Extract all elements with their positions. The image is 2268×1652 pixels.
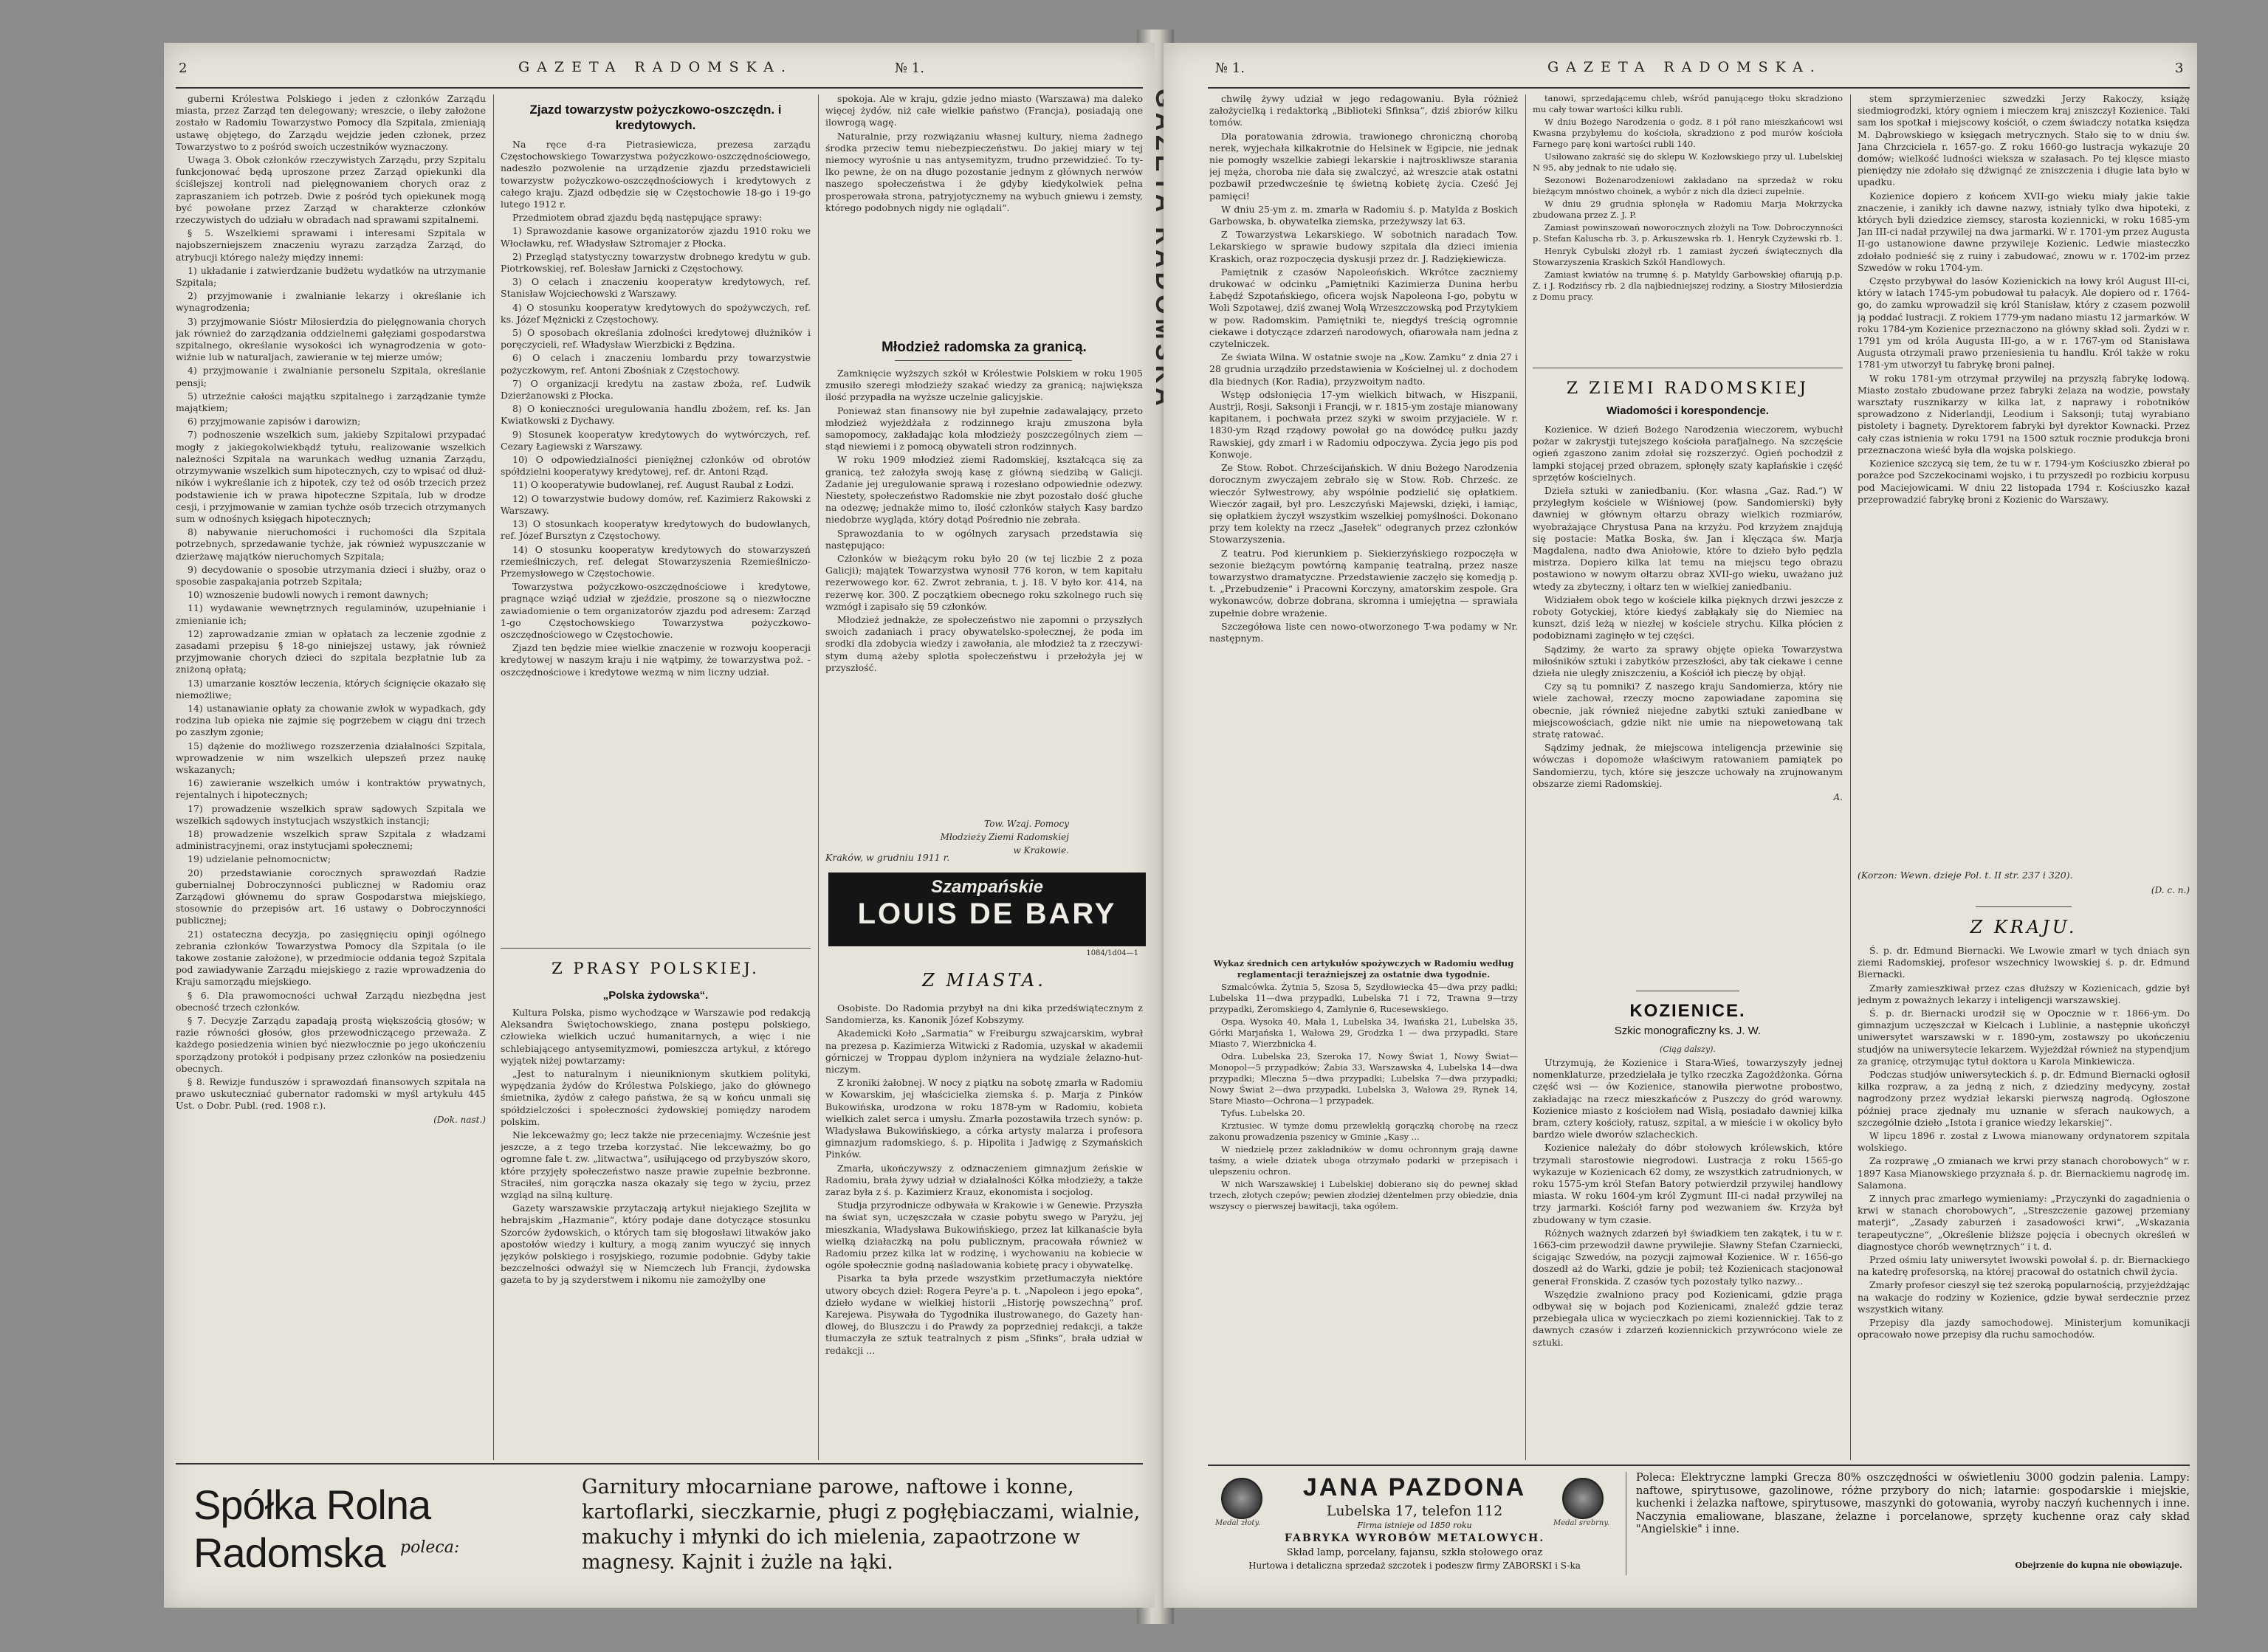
paragraph: Czy są tu pomniki? Z naszego kraju Sandomierza, który nie wiele zachował, rzeczy mocno zapowiadane zapomina się obecnie, jak również niejedne zabytki sztuki zaniedbane w miejscowościach, gdzie nikt nie umie na niepowetowaną tak stratę ratować. [1533,681,1843,740]
paragraph: Ze Stow. Robot. Chrześcijańskich. W dniu Bożego Narodzenia dorocznym zwyczajem zebrało się w Stow. Rob. Chrześc. ze wieczór Sylwestrowy, aby wspólnie podzielić się opłatkiem. Wieczór zagaił, był pro. Leszczyński Majewski, dzięki, i łamiąc, się opłatkiem życzył wszystkim wszelkiej pomyślności. Dokonano przy tem kolekty na rzecz „Jasełek“ odegranych przez członków Stowarzyszenia. [1209,462,1518,545]
paragraph: Szczegółowa liste cen nowo-otworzonego T-wa podamy w Nr. następnym. [1209,620,1518,644]
paragraph: 2) Przegląd statystyczny towarzystw drobnego kredytu w gub. Piotrkowskiej, ref. Bolesław Jarnicki z Częstochowy. [501,250,811,275]
paragraph: 17) prowadzenie wszelkich spraw sądowych Szpitala we wszelkich sądowych instytucjach wszystkich instancji; [176,802,486,826]
paragraph: W dniu 29 grudnia spłonęła w Radomiu Marja Mokrzycka zbudowana przez Z. J. P. [1533,199,1843,220]
subheading-korespondencje: Wiadomości i korespondencje. [1606,405,1769,417]
ad-pazdona-store: Skład lamp, porcelany, fajansu, szkła stołowego oraz [1286,1547,1543,1558]
paragraph: 20) przedstawianie corocznych sprawozdań Radzie gubernialnej Dobroczynności publicznej w Radomiu oraz Zarządowi głównemu do spraw Gospodarstwa miejskiego, stosownie do przepisów art. 16 ustawy o Dobroczynności publicznej; [176,867,486,926]
ad-pazdona-store2: Hurtowa i detaliczna sprzedaż szczotek i podeszw firmy ZABORSKI i S-ka [1248,1560,1581,1571]
heading-ziemi-radomskiej: Z ZIEMI RADOMSKIEJ [1566,379,1810,398]
paragraph: Kozienice dopiero z końcem XVII-go wieku miały jakie takie znaczenie, i zanikły ich dawne nazwy, istniały tylko dwa hipoteki, z których byli dziedzice ziemscy, starosta koziennicki, w roku 1685-ym Jan III-ci nadał przywilej na dwa jarmarki. W r. 1701-ym przez Augusta II-go ustanowione dawne przywileje Kozienic. Ledwie miasteczko zdołało podnieść się z ruiny i zabudować, znowu w r. 1702-im przez Szwedów w roku 1704-ym. [1858,190,2190,273]
paragraph: 9) Stosunek kooperatyw kredytowych do wytwórczych, ref. Cezary Łagiewski z Warszawy. [501,428,811,452]
paragraph: Krztusiec. W tymże domu przewlekłą gorączką chorobę na rzecz zakonu prowadzenia pszenicy w Gminie „Kasy ... [1209,1121,1518,1142]
paragraph: Z innych prac zmarłego wymieniamy: „Przyczynki do zagadnienia o krwi w stanach chorobowych“, „Streszczenie gazowej przemiany materji“, „Zasady zaburzeń i zasadowości krwi“, „Wskazania terapeutyczne“, „Określenie bliższe pojęcia i obecnych określeń w diagnostyce chorób wewnętrznych“ i t. d. [1858,1193,2190,1252]
paragraph: Sezonowi Bożenarodzeniowi zakładano na sprzedaż w roku bieżącym mnóstwo choinek, a wybór z nich dla dzieci zupełnie. [1533,175,1843,196]
medal-silver-icon [1562,1478,1604,1519]
paragraph: Zjazd ten będzie miee wielkie znaczenie w rozwoju kooperacji kredytowej w naszym kraju i nie wątpimy, że towarzystwa poż. - oszczędnościowe i kredytowe wezmą w nim liczny udział. [501,642,811,678]
paragraph: 18) prowadzenie wszelkich spraw Szpitala z władzami administracyjnemi, oraz instytucjami społecznemi; [176,827,486,852]
paragraph: W roku 1781-ym otrzymał przywilej na przyszłą fabrykę lodową. Miasto zostało zbudowane przez fabryki żelaza na wodzie, powstały warsztaty rusznikarzy w kilka lat, z naprawy i robotników sprowadzono z Niderlandji, Leodium i Saksonji; tutaj wyrabiano pistolety i bagnety. Dyrektorem fabryki był dyrektor Kownacki. Przez cały czas istnienia w roku 1791 na 1500 sztuk rocznie produkcja broni przeznaczona wieść była dla wojska polskiego. [1858,372,2190,455]
heading-prasa: Z PRASY POLSKIEJ. [551,960,760,977]
signature-line: Tow. Wzaj. Pomocy [984,819,1069,829]
paragraph: Naturalnie, przy rozwiązaniu własnej kultury, niema żadnego środka przeciw temu niebezpieczeństwu. Do jakiej miary w tej niemocy wyrośnie u nas antysemityzm, trudno przewidzieć. To tylko pewne, że on na długo pozostanie jednym z głównych nerwów naszego społeczeństwa i że gdyby kiedykolwiek pełna prosperowała strona, patryjotycznemy na wybuch gniewu i zemsty, którego podobnych nigdy nie oglądali“. [825,130,1143,213]
paragraph: W lipcu 1896 r. został z Lwowa mianowany ordynatorem szpitala wolskiego. [1858,1130,2190,1154]
medal-silver-label: Medal srebrny. [1553,1519,1609,1527]
ad-pazdona-address: Lubelska 17, telefon 112 [1326,1503,1503,1519]
paragraph: Z teatru. Pod kierunkiem p. Siekierzyńskiego rozpoczęła w sezonie bieżącym powtórną kampanię teatralną, przez nasze towarzystwo dramatyczne. Przedstawienie zaczęło się komedją p. t. „Przebudzenie“ i Pracowni Korczyny, amatorskim zespole. Gra wykonawców, dobrze dobrana, skromna i umiejętna — sprawiała zupełnie dobre wrażenie. [1209,547,1518,619]
paragraph: Kozienice. W dzień Bożego Narodzenia wieczorem, wybuchł pożar w zakrystji tutejszego kościoła parafjalnego. Na szczęście ogień zgaszono zanim zdołał się rozszerzyć. Ogień pochodził z lampki stojącej przed obrazem, spłonęły szaty kapłańskie i część sprzętów kościelnych. [1533,424,1843,483]
paragraph: Pamiętnik z czasów Napoleońskich. Wkrótce zaczniemy drukować w odcinku „Pamiętniki Kazimierza Dunina herbu Łabędź Szpotańskiego, oficera wojsk Napoleona I-go, pobytu w Woli Szpotawej, dziś zwanej Wolą Wrzeszczowską pod Przytykiem w pow. Radomskim. Pamiętniki te, niegdyś treścią ogromnie ciekawe i dotyczące zdarzeń narodowych, ofiarowała nam jedna z czytelniczek. [1209,266,1518,350]
left-page [164,43,1155,1608]
kozienice-cont-note: (Ciąg dalszy). [1660,1044,1716,1054]
paragraph: W dniu 25-ym z. m. zmarła w Radomiu ś. p. Matylda z Boskich Garbowska, b. obywatelka ziemska, przeżywszy lat 63. [1209,203,1518,227]
kozienice-source-ref: (Korzon: Wewn. dzieje Pol. t. II str. 237 i 320). [1858,870,2073,881]
article-ziemi-radomskiej [1533,424,1843,977]
article-kozienice [1533,1057,1843,1460]
medal-gold-label: Medal złoty. [1215,1519,1260,1527]
paragraph: Dzieła sztuki w zaniedbaniu. (Kor. własna „Gaz. Rad.“) W przyległym kościele w Wiśniowej (pow. Sandomierski) były dawniej w głównym ołtarzu obrazy wielkich rozmiarów, wyobrażające Chrystusa Pana na krzyżu. Pod krzyżem znajdują się postacie: Matka Boska, św. Jan i klęcząca św. Marja Magdalena, nadto dwa Aniołowie, które to dzieło było pędzla mistrza. Dopiero kilka lat temu na miejscu tego obrazu postawiono w nowym ołtarzu obraz XVII-go wieku, uważano już wtedy za zbyteczny, i ołtarz ten w wielkiej zaniedbaniu. [1533,485,1843,592]
paragraph: 14) ustanawianie opłaty za chowanie zwłok w wypadkach, gdy rodzina lub opieka nie zajmie się pogrzebem w ciągu dni trzech po zaszłym zgonie; [176,702,486,738]
paragraph: 11) O kooperatywie budowlanej, ref. August Raubal z Łodzi. [512,479,794,491]
paragraph: Nie lekceważmy go; lecz także nie przeceniajmy. Wcześnie jest jeszcze, a z tego trzeba korzystać. Nie lekceważmy, bo go ogromne fale t. zw. „litwactwa“, usiłującego od przybyszów skoro, które przyjęły społeczeństwo nasze prawie zupełnie bezbronne. Straciłeś, nim gorączka nasza okazały się tego w życiu, przez wzgląd na silną kulturę. [501,1129,811,1201]
paragraph: Osobiste. Do Radomia przybył na dni kika przedświątecznym z Sandomierza, ks. Kanonik Józef Kobszymy. [825,1002,1143,1026]
heading-kozienice: KOZIENICE. [1629,1001,1746,1021]
ad-company-name: Spółka Rolna Radomska [193,1481,431,1576]
paragraph: Zamiast kwiatów na trumnę ś. p. Matyldy Garbowskiej ofiarują p.p. Z. i J. Rodzińscy rb. 2 dla najbiedniejszej rodziny, a Siostry Miłosierdzia z Domu pracy. [1533,269,1843,302]
column-divider [818,94,819,1460]
article-z-miasta [825,1002,1143,1457]
paragraph: Zmarły profesor cieszył się też szeroką popularnością, przyjeżdżając na wakacje do rodziny w Kozienice, gdzie bywał serdecznie przez wszystkich witany. [1858,1279,2190,1315]
header-rule [176,87,1143,89]
column-divider [1525,94,1526,1460]
paragraph: Szmalcówka. Żytnia 5, Szosa 5, Szydłowiecka 45—dwa przy padki; Lubelska 11—dwa przypadki, Lubelska 71 i 72, Trawna 9—trzy przypadki, Żeromskiego 4, Zamłynie 6, Rucesewskiego. [1209,982,1518,1014]
dateline-krakow: Kraków, w grudniu 1911 r. [825,852,950,863]
article-mlodziez [825,368,1143,810]
section-rule [501,948,811,949]
paragraph: Sądzimy jednak, że miejscowa inteligencja przewinie się wówczas i dopomoże właściwym ratowaniem pamiątek po Sandomierzu, tych, które się jeszcze uchowały na zrujnowanym obszarze ziemi Radomskiej. [1533,742,1843,789]
right-page [1164,43,2197,1608]
paragraph: Przepisy dla jazdy samochodowej. Ministerjum komunikacji opracowało nowe przepisy dla ruchu samochodów. [1858,1317,2190,1340]
paragraph: 5) utrzeźnie całości majątku szpitalnego i zarządzanie tymże majątkiem; [176,390,486,414]
paragraph: Sprawozdania to w ogólnych zarysach przedstawia się następująco: [825,527,1143,551]
paragraph: Członków w bieżącym roku było 20 (w tej liczbie 2 z poza Galicji); majątek Towarzystwa wynosił 776 koron, w tem kapitału rezerwowego kor. 62. Zwrot zebrania, t. j. 18. V było kor. 414, na rezerwę kor. 300. Z początkiem obecnego roku szkolnego ruch się wzmógł i zapisało się 59 członków. [825,553,1143,612]
paragraph: Odra. Lubelska 23, Szeroka 17, Nowy Świat 1, Nowy Świat—Monopol—5 przypadków; Żabia 33, Warszawska 4, Lubelska 14—dwa przypadki; Mleczna 5—dwa przypadki; Lubelska 7—dwa przypadki; Nowy Świat 2—dwa przypadki, Lubelska 3, Wałowa 29, Rynek 14, Stare Miasto—Ochrona—1 przypadek. [1209,1051,1518,1106]
paragraph: Widziałem obok tego w kościele kilka pięknych drzwi jeszcze z roboty Gotyckiej, które kiedyś zabłąkały się do Niemiec na kunszt, dziś leżą w niezłej w kościele strychu. Kilka płócien z podobiznami zaginęło w tej części. [1533,593,1843,641]
paragraph: W dniu Bożego Narodzenia o godz. 8 i pół rano mieszkańcowi wsi Kwasna przybyłemu do kościoła, skradziono z pod murów kościoła Farnego parę koni wartości rubli 140. [1533,117,1843,149]
signature-line: w Krakowie. [1013,845,1069,856]
paragraph: 6) O celach i znaczeniu lombardu przy towarzystwie pożyczkowym, ref. Antoni Zbośniak z Częstochowy. [501,352,811,376]
paragraph: 21) ostateczna decyzja, po zasięgnięciu opinji ogólnego zebrania członków Towarzystwa Pomocy dla Szpitala (o ile takowe zostanie założone), w przedmiocie oddania tegoż Szpitala pod zawiadywanie Zarządu miejskiego z razie wprowadzenia do Kraju samorządu miejskiego. [176,928,486,988]
article-health-report [1209,958,1518,1460]
ad-products: Garnitury młocarniane parowe, naftowe i konne, kartoflarki, sieczkarnie, pługi z pogłębiaczami, wialnie, makuchy i młynki do ich mielenia, zapaotrzone w magnesy. Kajnit i żużle na łąki. [582,1476,1141,1574]
paragraph: Zmarły zamieszkiwał przez czas dłuższy w Kozienicach, gdzie był jednym z poważnych lekarzy i inteligencji warszawskiej. [1858,982,2190,1005]
section-rule [1976,906,2072,907]
paragraph: W nich Warszawskiej i Lubelskiej dobierano się do pewnej skład trzech, złotych czepów; pewien złodziej dżentelmen przy obiedzie, dnia wszyscy o pierwszej bawitacji, taka ogółem. [1209,1179,1518,1211]
article-kozienice-cont [1858,93,2190,868]
paragraph: 13) umarzanie kosztów leczenia, których ścignięcie okazało się niemożliwe; [176,677,486,701]
ad-champagne-ref: 1084/1d04—1 [1086,949,1138,957]
article-z-kraju [1858,945,2190,1462]
paragraph: Akademicki Koło „Sarmatia“ w Freiburgu szwajcarskim, wybrał na prezesa p. Kazimierza Witwicki z Radomia, uzyskał w akademii górniczej w Troppau dyplom inżyniera na wydziale żelazno-hutniczym. [825,1028,1143,1075]
ad-pazdona-note: Obejrzenie do kupna nie obowiązuje. [2015,1560,2182,1570]
paragraph: 13) O stosunkach kooperatyw kredytowych do budowlanych, ref. Józef Bursztyn z Częstochowy. [501,518,811,542]
ad-champagne-line2: LOUIS DE BARY [857,898,1117,930]
heading-z-kraju: Z KRAJU. [1970,917,2078,937]
paragraph: W niedzielę przez zakładników w domu ochronnym grają dawne taśmy, a wiele dziatek uboga otrzymało podarki w przepisach i ulepszeniu ochron. [1209,1144,1518,1177]
paragraph: Towarzystwa pożyczkowo-oszczędnościowe i kredytowe, pragnące wziąć udział w zjeździe, proszone są o niezwłoczne zawiadomienie o tem organizatorów zjazdu pod adresem: Zarząd 1-go Częstochowskiego Towarzystwa pożyczkowo-oszczędnościowego w Częstochowie. [501,581,811,640]
issue-number-right: № 1. [1215,61,1245,76]
article-zjazd [501,139,811,943]
page-number-left: 2 [179,61,188,76]
column-divider [493,94,494,1460]
paragraph: 4) O stosunku kooperatyw kredytowych do spożywczych, ref. ks. Józef Mężnicki z Częstochowy. [501,301,811,325]
paragraph: Różnych ważnych zdarzeń był świadkiem ten zakątek, i tu w r. 1663-cim przewodził dawne prywilejie. Sławny Stefan Czarniecki, ścigając Szwedów, na pozycji zajmował Kozienice. W r. 1656-go doszedł aż do Warki, gdzie je pobił; też Kozienicach stacjonował generał Fronskida. Z czasów tych pozostały tylko nazwy... [1533,1227,1843,1287]
paragraph: Henryk Cybulski złożył rb. 1 zamiast życzeń świątecznych dla Stowarzyszenia Kraskich Szkół Handlowych. [1533,246,1843,267]
paragraph: 4) przyjmowanie i zwalnianie personelu Szpitala, określanie pensji; [176,365,486,388]
ad-pazdona-products: Poleca: Elektryczne lampki Grecza 80% oszczędności w oświetleniu 3000 godzin palenia. Lampy: naftowe, spirytusowe, gazolinowe, różne przybory do nich; latarnie: gospodarskie i miejskie, kuchenki i żelazka naftowe, spirytusowe, maszynki do gotowania, wyroby naczyń kuchennych i inne. Naczynia emaliowane, blaszane, żelazne i porcelanowe, sprzęty kuchenne oraz cały skład "Angielskie" i inne. [1636,1472,2190,1535]
paragraph: 8) O konieczności uregulowania handlu zbożem, ref. ks. Jan Kwiatkowski z Dychawy. [501,403,811,427]
paragraph: Ś. p. dr. Edmund Biernacki. We Lwowie zmarł w tych dniach syn ziemi Radomskiej, profesor wszechnicy lwowskiej ś. p. dr. Edmund Biernacki. [1858,945,2190,980]
medal-gold-icon [1221,1478,1262,1519]
paragraph: 7) podnoszenie wszelkich sum, jakieby Szpitalowi przypadać mogły z jakiegokolwiekbądź tytułu, realizowanie wszelkich należności Szpitala na warunkach według uznania Zarządu, otrzymywanie wszelkich sum hipotecznych, czy to wpisać od dłużników i wykreślanie ich z hipotek, czy też od osób trzecich przez podstawienie ich w prawa hipoteczne Szpitala, lub w drodze cesji, i przyjmowanie w zamian tychże osób trzecich otrzymanych sum w odnośnych księgach hipotecznych; [176,429,486,524]
paragraph: Dla poratowania zdrowia, trawionego chroniczną chorobą nerek, wyjechała kilkakrotnie do Helsinek w Egipcie, nie jednak nie pomogły wszelkie zabiegi lekarskie i najtroskliwsze starania jej męża, choroba nie dała się zwalczyć, aż wreszcie atak ostatni pozbawił przedwcześnie tę świetną kobietę życia. Cześć Jej pamięci! [1209,130,1518,202]
paragraph: 16) zawieranie wszelkich umów i kontraktów prywatnych, rejentalnych i hipotecznych; [176,777,486,801]
subheading-prasa: „Polska żydowska“. [602,989,709,1002]
paragraph: 8) nabywanie nieruchomości i ruchomości dla Szpitala potrzebnych, sprzedawanie tychże, jak również wypuszczanie w dzierżawę majątków nieruchomych Szpitala; [176,526,486,562]
paragraph: Za rozprawę „O zmianach we krwi przy stanach chorobowych“ w r. 1897 Kasa Mianowskiego przyznała ś. p. dr. Biernackiemu nagrodę im. Salamona. [1858,1155,2190,1191]
paragraph: Tyfus. Lubelska 20. [1221,1108,1305,1118]
paragraph: chwilę żywy udział w jego redagowaniu. Była różnież założycielką i redaktorką „Biblioteki Sfinksa“, dziś zbiorów kilku tomów. [1209,93,1518,128]
issue-number-left: № 1. [895,61,924,76]
ad-louis-de-bary [828,873,1146,946]
paragraph: Wszędzie zwalniono pracy pod Kozienicami, gdzie prąga odbywał się w bojach pod Kozienicami, znaleźć gdzie teraz przebiegała ulica w wycieczkach po ziemi koziennickiej. Tak to z dawnych czasów i zdarzeń koziennickich przywrócono wiele ze sztuki. [1533,1288,1843,1348]
paragraph: Kozienice szczycą się tem, że tu w r. 1794-ym Kościuszko zbierał po porażce pod Szczekocinami wojsko, i tu przyszedł po rozbiciu korpusu pod Maciejowicami. W dniu 22 listopada 1794 r. Kościuszko kazał przeprowadzić fabrykę broni z Kozienic do Warszawy. [1858,458,2190,505]
paragraph: § 6. Dla prawomocności uchwał Zarządu niezbędna jest obecność trzech członków. [176,989,486,1013]
paragraph: Kozienice należały do dóbr stołowych królewskich, które trzymali starostowie niegrodowi. Lustracja z roku 1565-go wykazuje w Kozienicach 62 domy, ze wszystkich zatrudnionych, w roku 1575-ym król Stefan Batory potwierdził przywilej handlowy miasta. W roku 1604-ym król Zygmunt III-ci nadał przywilej na trzy jarmarki. Kościół farny pod wezwaniem św. Krzyża był zbudowany w tym czasie. [1533,1142,1843,1225]
ad-rule [1208,1465,2190,1466]
article-signature: A. [1833,792,1843,803]
paragraph: § 5. Wszelkiemi sprawami i interesami Szpitala w najobszerniejszem znaczeniu wyrazu zarządza Zarząd, do atrybucji którego należy między innemi: [176,227,486,263]
paragraph: Wstęp odsłonięcia 17-ym wielkich bitwach, w Hiszpanii, Austrji, Rosji, Saksonji i Francji, w r. 1815-ym zostaje mianowany kapitanem, i pochwała przez szyki w swoim przyjaciele. W r. 1830-ym Rząd rządowy powołał go na dowódcę pułku jazdy Rawskiej, gdy zmarł i w Radomiu odpoczywa. Życia jego pis pod Konwoje. [1209,388,1518,460]
ad-pazdona-factory: FABRYKA WYROBÓW METALOWYCH. [1284,1532,1545,1544]
paragraph: § 7. Decyzje Zarządu zapadają prostą większością głosów; w razie równości głosów, głos przewodniczącego przeważa. Z każdego posiedzenia winien być niezwłocznie po jego ukończeniu sporządzony protokół i podpisany przez członków na posiedzeniu obecnych. [176,1015,486,1074]
article-hospital-statute [176,93,486,1451]
paragraph: Z kroniki żałobnej. W nocy z piątku na sobotę zmarła w Radomiu w Kowarskim, jej właścicielka ziemska ś. p. Marja z Pinków Bukowińska, urodzona w roku 1878-ym w Radomiu, kobieta wielkich zalet serca i umysłu. Zmarła pozostawiła trzech synów: p. Władysława Bukowińskiego, a córka artysty malarza i profesora gimnazjum radomskiego, ś. p. Hipolita i Jadwigę z Szymańskich Pinków. [825,1077,1143,1160]
article-kronika-notes [1533,93,1843,359]
paragraph: Ś. p. dr. Biernacki urodził się w Opocznie w r. 1866-ym. Do gimnazjum uczęszczał w Kielcach i Lublinie, a następnie ukończył uniwersytet warszawski w r. 1890-ym, zostawszy po ukończeniu studjów na uniwersytecie lekarzem. Wyjeżdżał również na stypendjum za granicę, otrzymując tytuł doktora u Karola Minkiewicza. [1858,1008,2190,1067]
article-prasa-cont [825,93,1143,337]
paragraph: 19) udzielanie pełnomocnictw; [188,853,331,865]
paragraph: 15) dążenie do możliwego rozszerzenia działalności Szpitala, wprowadzenie w nim wszelkich ulepszeń przez naukę wskazanych; [176,740,486,775]
paragraph: Ospa. Wysoka 40, Mała 1, Lubelska 34, Iwańska 21, Lubelska 35, Górki Marjańska 1, Wałowa 29, Grodzka 1 — dwa przypadki, Stare Miasto 7, Wierzbnicka 4. [1209,1016,1518,1049]
ad-poleca: poleca: [400,1538,460,1557]
paragraph: Usiłowano zakraść się do sklepu W. Kozłowskiego przy ul. Lubelskiej N 95, aby jednak to nie udało się. [1533,151,1843,173]
paragraph: Podczas studjów uniwersyteckich ś. p. dr. Edmund Biernacki ogłosił kilka rozpraw, a za jedną z nich, z dziedziny medycyny, został nagrodzony przez wydział lekarski pierwszą nagrodą. Ogłoszone później prace zjednały mu uznanie w sferach naukowych, a szczególnie dzieło „Istota i granice wiedzy lekarskiej“. [1858,1069,2190,1128]
ad-rule [176,1463,1143,1465]
paragraph: Zamiast powinszowań noworocznych złożyli na Tow. Dobroczynności p. Stefan Kaluscha rb. 3, p. Arkuszewska rb. 1, Henryk Czyżewski rb. 1. [1533,222,1843,244]
subheading-kozienice: Szkic monograficzny ks. J. W. [1614,1025,1762,1037]
paragraph: guberni Królestwa Polskiego i jeden z członków Zarządu miasta, przez Zarząd ten delegowany; wreszcie, o ileby założone zostało w Radomiu Towarzystwo Pomocy dla Szpitala, zmieniają ustawę objętego, do Zarządu wejdzie jeden członek, przez Towarzystwo to z pośród swoich uczestników wyznaczony. [176,93,486,152]
paragraph: Przed ośmiu laty uniwersytet lwowski powołał ś. p. dr. Biernackiego na katedrę profesorską, na której pracował do ostatnich chwil życia. [1858,1254,2190,1278]
paragraph: tanowi, sprzedającemu chleb, wśród panującego tłoku skradziono mu cały towar wartości kilku rubli. [1533,93,1843,114]
paragraph: Pisarka ta była przede wszystkim przetłumaczyła niektóre utwory obcych dzieł: Rogera Peyre'a p. t. „Napoleon i jego epoka“, dzieło wydane w wielkiej historii „Historję powszechną“ prof. Karejewa. Pisywała do Tygodnika ilustrowanego, do Gazety handlowej, do Bluszczu i do Prawdy za poprzedniej redakcji, a także tłumaczyła ze sztuk teatralnych z pism „Sfinks“, brała udział w redakcji ... [825,1273,1143,1356]
article-prasa [501,1007,811,1457]
ad-champagne-line1: Szampańskie [930,877,1044,897]
page-header-right: GAZETA RADOMSKA. [1547,59,1822,75]
article-kronika-cont [1209,93,1518,957]
paragraph: 3) O celach i znaczeniu kooperatyw kredytowych, ref. Stanisław Wojciechowski z Warszawy. [501,276,811,300]
paragraph: 12) O towarzystwie budowy domów, ref. Kazimierz Rakowski z Warszawy. [501,492,811,516]
ad-pazdona-since: Firma istnieje od 1850 roku [1357,1521,1472,1530]
paragraph: 3) przyjmowanie Sióstr Miłosierdzia do pielęgnowania chorych jak również do zarządzania oddzielnemi gałęziami gospodarstwa szpitalnego, określanie wysokości ich wynagrodzenia w gotowiźnie lub w naturaljach, zawieranie w tej mierze umów; [176,315,486,363]
heading-underline [895,360,1072,361]
paragraph: „Jest to naturalnym i nieuniknionym skutkiem polityki, wypędzania żydów do Królestwa Polskiego, jako do głównego śmietnika, żydów z całego państwa, że są w końcu unmali się spółdzielczości i społeczności żydowskiej pomiędzy narodem polskim. [501,1068,811,1127]
paragraph: Kultura Polska, pismo wychodzące w Warszawie pod redakcją Aleksandra Świętochowskiego, znana postępu polskiego, człowieka wielkich uczuć humanitarnych, a więc i nie schlebiającego antysemityzmowi, pomieszcza artykuł, z którego wyjątek niżej powtarzamy: [501,1007,811,1066]
paragraph: Sądzimy, że warto za sprawy objęte opieka Towarzystwa miłośników sztuki i zabytków przeszłości, aby tak ciekawe i cenne dzieła nie uległy zniszczeniu, a Kościół ich pieczę by objął. [1533,643,1843,679]
paragraph: Młodzież jednakże, ze społeczeństwo nie zapomni o przyszłych swoich zadaniach i pracy obywatelsko-społecznej, że poda im srodki dla zdobycia wiedzy i zawołania, ale młodzież ta z rzeczywistym dumą ażeby splotła społeczeństwu i przełożyła jej w przyszłość. [825,614,1143,673]
paragraph: Na ręce d-ra Pietrasiewicza, prezesa zarządu Częstochowskiego Towarzystwa pożyczkowo-oszczędnościowego, nadeszło pozwolenie na urządzenie zjazdu przedstawicieli towarzystw pożyczkowo-oszczędnościowych i kredytowych z całego kraju. Zjazd odbędzie się w Częstochowie 18-go i 19-go lutego 1912 r. [501,139,811,210]
paragraph: 7) O organizacji kredytu na zastaw zboża, ref. Ludwik Dzierżanowski z Płocka. [501,377,811,402]
heading-mlodziez: Młodzież radomska za granicą. [882,340,1087,355]
paragraph: 1) Sprawozdanie kasowe organizatorów zjazdu 1910 roku we Włocławku, ref. Władysław Sztromajer z Płocka. [501,225,811,249]
paragraph: spokoja. Ale w kraju, gdzie jedno miasto (Warszawa) ma daleko więcej żydów, niż całe wielkie państwo (Francja), posiadają one ilowrogą wagę. [825,93,1143,128]
paragraph: 12) zaprowadzanie zmian w opłatach za leczenie zgodnie z zasadami przepisu § 18-go niniejszej ustawy, jak również przyjmowanie chorych dzieci do szpitala bezpłatnie lub za zniżoną opłatą; [176,627,486,675]
page-header-left: GAZETA RADOMSKA. [518,59,793,75]
paragraph: 1) układanie i zatwierdzanie budżetu wydatków na utrzymanie Szpitala; [176,264,486,289]
paragraph: Studja przyrodnicze odbywała w Krakowie i w Genewie. Przyszła na świat syn, uczęszczała w czasie pobytu swego w Paryżu, jej mieszkania, Władysława Bukowińskiego, przez lat kilkanaście była wielką działaczką na polu publicznym, pracowała również w Radomiu przez kilka lat w rodzinę, i wychowaniu na kobiecie w ogóle społecznie godną naśladowania kobietę pracy i obywatelkę. [825,1200,1143,1271]
paragraph: 2) przyjmowanie i zwalnianie lekarzy i określanie ich wynagrodzenia; [176,290,486,314]
paragraph: § 8. Rewizje funduszów i sprawozdań finansowych szpitala na prawo uskuteczniać gubernator radomski w myśl artykułu 445 Ust. o Dobr. Publ. (red. 1908 r.). [176,1076,486,1112]
article-signature: (Dok. nast.) [433,1114,486,1125]
paragraph: 10) wznoszenie budowli nowych i remont dawnych; [188,589,429,601]
paragraph: Uwaga 3. Obok członków rzeczywistych Zarządu, przy Szpitalu funkcjonować będą uproszone przez Zarząd opiekunki dla ściślejszej kontroli nad pielęgnowaniem chorych oraz z zapraszaniem ich potrzeb. Dwie z pośród tych opiekunek mogą być powołane przez Zarząd w charakterze członków rzeczywistych do udziału w obradach nad sprawami szpitalnemi. [176,154,486,226]
paragraph: Ze świata Wilna. W ostatnie swoje na „Kow. Zamku“ z dnia 27 i 28 grudnia urządziło przedstawienia w Kościelnej ul. z dochodem dla biednych (Kor. Radia), przyzwoitym nadto. [1209,351,1518,387]
paragraph: Zamknięcie wyższych szkół w Królestwie Polskiem w roku 1905 zmusiło szeregi młodzieży szakać wiedzy za granicą; największa ilość przypadła na wyższe uczelnie galicyjskie. [825,368,1143,403]
column-divider [1850,94,1851,1460]
page-number-right: 3 [2175,61,2184,76]
paragraph: Z Towarzystwa Lekarskiego. W sobotnich naradach Tow. Lekarskiego w sprawie budowy szpitala dla dzieci imienia Kraskich, oraz rozpoczęcia dyskusji przez dr. J. Radziękiewicza. [1209,229,1518,264]
paragraph: Często przybywał do lasów Kozienickich na łowy król August III-ci, który w latach 1745-ym pobudował tu pałacyk. Ale dopiero od r. 1764-go, do zamku wprowadził się król Stanisław, który z czasem pozwolił ją poddać lustracji. Z rokiem 1779-ym nadano miastu 12 jarmarków. W roku 1784-ym Kozienice przeznaczono na główny skład soli. Żydzi w r. 1791 ym od króla Augusta III-go, a w r. 1767-ym od Stanisława Augusta otrzymali prawo przeniesienia tu handlu. Król także w roku 1781-ym utworzył tu fabrykę broni palnej. [1858,275,2190,371]
paragraph: Gazety warszawskie przytaczają artykuł niejakiego Szejlita w hebrajskim „Hazmanie“, który podaje dane dotyczące stosunku Szorców żydowskich, o których tam się błogosławi litwaków jako apostołów wiedzy i kultury, a mogą zanim wyuczyć się innych języków polskiego i rosyjskiego, rozumie podobnie. Gdyby takie bezczelności odważył się w Niemczech lub Francji, żydowska gazeta to by ją szyderstwem i nikomu nie zamożylby one [501,1202,811,1286]
paragraph: 5) O sposobach określania zdolności kredytowej dłużników i poręczycieli, ref. Władysław Wierzbicki z Będzina. [501,327,811,351]
kozienice-sig: (D. c. n.) [2151,885,2190,895]
paragraph: 14) O stosunku kooperatyw kredytowych do stowarzyszeń rzemieślniczych, ref. delegat Stowarzyszenia Rzemieślniczo-Przemysłowego w Częstochowie. [501,543,811,579]
health-report-title: Wykaz średnich cen artykułów spożywczych w Radomiu według reglamentacji teraźniejszej za ostatnie dwa tygodnie. [1213,958,1514,980]
paragraph: Utrzymują, że Kozienice i Stara-Wieś, towarzyszyły jednej nomenklaturze, przedzielała je tylko rzeczka Zagożdżonka. Górna część wsi — ów Kozienice, stanowiła pierwotne probostwo, zakładając na rzecz mieszkańców z Puszczy do gród warowny. Kozienice miasto z kościołem nad Wisłą, posiadało dawniej kilka bram, cztery kościoły, ratusz, szpital, a w mieście i w okolicy było bardzo wiele dworów szlacheckich. [1533,1057,1843,1140]
paragraph: Zmarła, ukończywszy z odznaczeniem gimnazjum żeńskie w Radomiu, brała żywy udział w działalności Kółka młodzieży, a także zaraz była z ś. p. Kazimierz Krauz, ekonomista i socjolog. [825,1162,1143,1198]
heading-zjazd: Zjazd towarzystw pożyczkowo-oszczędn. i kredytowych. [529,103,782,132]
paragraph: 11) wydawanie wewnętrznych regulaminów, uzupełnianie i zmienianie ich; [176,602,486,626]
paragraph: stem sprzymierzeniec szwedzki Jerzy Rakoczy, książę siedmiogrodzki, który ogniem i mieczem kraj zniszczył Kozienice. Taki sam los spotkał i miejscowy kościół, o czem świadczy notatka księdza M. Dąbrowskiego w księgach metrycznych. Stało się to w dniu św. Jana Chrzciciela r. 1657-go. Z roku 1660-go lustracja wykazuje 20 domów; wielkość ludności wieksza w szałasach. Po tej klęsce miasto pieniędzy nie zdołało się dźwignąć ze zniszczenia i długie lata było w upadku. [1858,93,2190,188]
paragraph: Przedmiotem obrad zjazdu będą następujące sprawy: [512,212,763,224]
signature-line: Młodzieży Ziemi Radomskiej [940,832,1069,843]
header-rule [1208,87,2190,89]
ad-pazdona-name: JANA PAZDONA [1302,1473,1527,1501]
paragraph: 10) O odpowiedzialności pieniężnej członków od obrotów spółdzielni kooperatywy kredytowej, ref. dr. Antoni Rząd. [501,454,811,478]
paragraph: Ponieważ stan finansowy nie był zupełnie zadawalający, przeto młodzież wyjeżdżała z rodzinnego kraju zmuszona była samopomocy, zakładając kola młodzieży poszczególnych ziem — stąd niewiemi i z pomocą obywateli stron rodzinnych. [825,405,1143,452]
paragraph: W roku 1909 młodzież ziemi Radomskiej, kształcąca się za granicą, też założyła swoją kasę z główną siedzibą w Galicji. Zadanie jej uregulowanie sprawą i rozesłano odpowiednie odezwy. Niestety, społeczeństwo Radomskie nie zbyt pozostało dość głuche na odezwę; jednakże mimo to, ilość członków stałych Kasy bardzo niedobrze wygląda, który dotąd Pośrednio nie zebrała. [825,454,1143,526]
heading-z-miasta: Z MIASTA. [922,970,1046,991]
paragraph: 6) przyjmowanie zapisów i darowizn; [188,416,361,427]
paragraph: 9) decydowanie o sposobie utrzymania dzieci i służby, oraz o sposobie zaspakajania potrzeb Szpitala; [176,563,486,587]
